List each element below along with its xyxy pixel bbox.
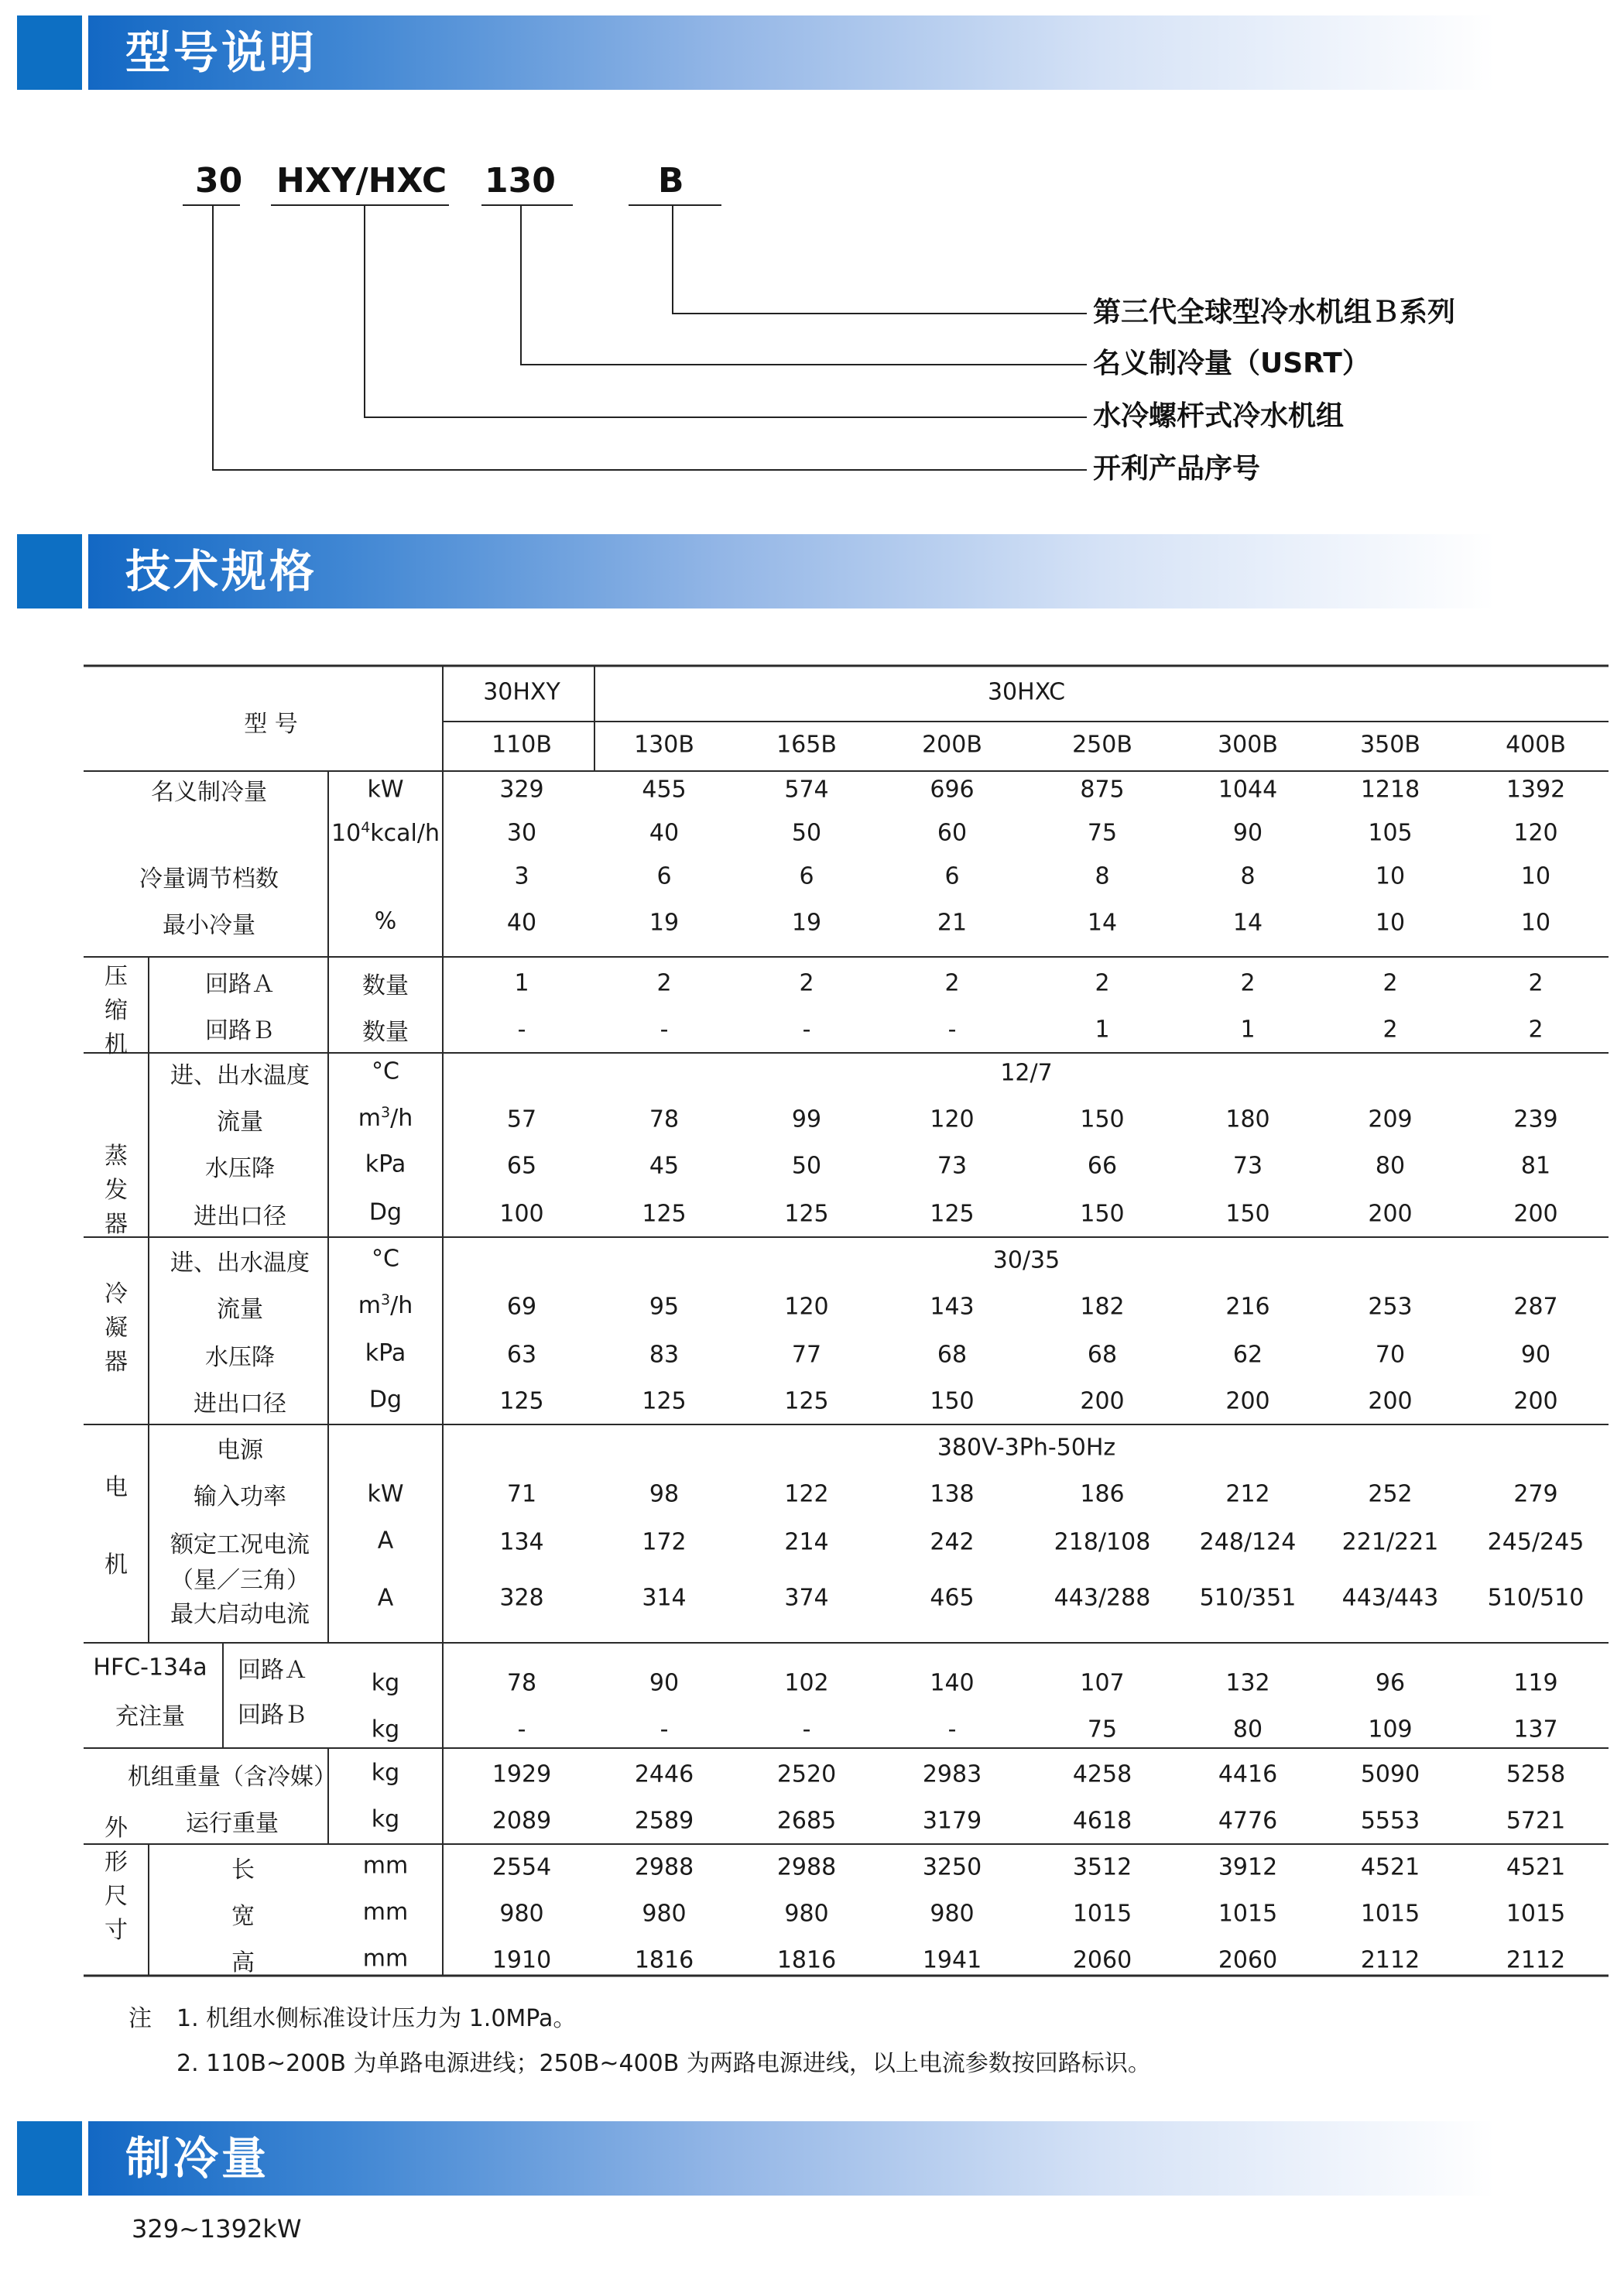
unit-qty: 数量 [362,1019,409,1046]
cell-min-cap: 10 [1520,909,1551,937]
cell-charge-a: 96 [1375,1669,1406,1697]
cell-compressor-b: - [947,1016,957,1044]
cell-evap-drop: 45 [649,1152,680,1180]
cell-evap-flow: 209 [1368,1106,1413,1133]
cell-rated-current: 172 [642,1528,687,1556]
spec-table [84,664,1609,1976]
cell-compressor-a: 2 [799,969,814,997]
cell-nominal-kw: 1392 [1506,776,1566,804]
cell-model: 200B [922,731,982,759]
cell-nominal-kcal: 105 [1368,819,1413,847]
cell-cond-flow: 216 [1225,1293,1270,1321]
unit-amp: A [377,1527,394,1555]
cell-input-power: 98 [649,1480,680,1508]
leader-line [672,313,1087,314]
cell-input-power: 252 [1368,1480,1413,1508]
banner-gradient [88,2121,1496,2196]
cell-steps: 8 [1240,862,1256,890]
cell-compressor-b: - [802,1016,811,1044]
cell-cond-drop: 70 [1375,1341,1406,1369]
row-label-power: 电源 [217,1437,263,1464]
row-label-circuit-a: 回路Ａ [238,1657,307,1684]
power-value: 380V-3Ph-50Hz [937,1434,1116,1462]
cell-min-cap: 19 [791,909,822,937]
cell-length: 3512 [1072,1853,1132,1881]
unit-kw: kW [367,1480,404,1508]
cell-width: 1015 [1506,1900,1566,1928]
note-2: 2. 110B~200B 为单路电源进线；250B~400B 为两路电源进线，以上电流参数按回路标识。 [176,2050,1151,2077]
cell-height: 2112 [1360,1946,1420,1974]
cell-length: 2554 [492,1853,552,1881]
code-desc-generation: 第三代全球型冷水机组Ｂ系列 [1093,297,1456,328]
cell-rated-current: 218/108 [1054,1528,1151,1556]
capacity-range: 329~1392kW [132,2214,302,2244]
cell-start-current: 443/288 [1054,1584,1151,1612]
group-label-condenser: 冷 凝 器 [104,1280,128,1376]
unit-qty: 数量 [362,972,409,999]
cell-steps: 6 [799,862,814,890]
cell-unit-weight: 4258 [1072,1760,1132,1788]
cell-cond-drop: 68 [937,1341,968,1369]
cell-compressor-a: 2 [1095,969,1110,997]
leader-line [212,204,214,471]
leader-line [364,204,365,418]
cell-input-power: 138 [930,1480,975,1508]
cell-cond-flow: 182 [1080,1293,1125,1321]
cell-evap-pipe: 125 [930,1200,975,1228]
code-part-type: HXY/HXC [276,161,447,201]
cell-charge-a: 78 [506,1669,537,1697]
cell-start-current: 328 [499,1584,544,1612]
cell-cond-pipe: 200 [1368,1387,1413,1415]
row-label-length: 长 [231,1856,255,1884]
cell-cond-flow: 287 [1513,1293,1558,1321]
section-title-model: 型号说明 [125,26,318,79]
cell-rated-current: 242 [930,1528,975,1556]
cell-cond-drop: 77 [791,1341,822,1369]
cell-charge-a: 107 [1080,1669,1125,1697]
cell-oper-weight: 2685 [776,1807,837,1835]
leader-line [520,204,522,365]
cell-evap-pipe: 125 [784,1200,829,1228]
leader-line [520,364,1087,365]
cell-rated-current: 245/245 [1487,1528,1585,1556]
banner-block [17,15,82,90]
cell-cond-flow: 143 [930,1293,975,1321]
cell-steps: 3 [514,862,529,890]
header-model: 型 号 [244,711,298,738]
row-label-cond-flow: 流量 [217,1296,263,1323]
cell-model: 350B [1360,731,1420,759]
cell-min-cap: 10 [1375,909,1406,937]
code-part-generation: B [658,161,684,201]
unit-celsius: °C [372,1058,399,1085]
row-label-width: 宽 [231,1903,255,1930]
cell-nominal-kcal: 120 [1513,819,1558,847]
cell-width: 1015 [1360,1900,1420,1928]
row-label-refrigerant: HFC-134a [93,1654,207,1682]
unit-kg: kg [371,1805,400,1833]
cell-model: 250B [1072,731,1132,759]
cell-evap-drop: 65 [506,1152,537,1180]
row-label-unit-weight: 机组重量（含冷媒） [128,1764,337,1791]
cell-evap-pipe: 150 [1225,1200,1270,1228]
cell-rated-current: 214 [784,1528,829,1556]
cell-width: 1015 [1072,1900,1132,1928]
cell-width: 980 [642,1900,687,1928]
code-underline [481,204,573,206]
row-label-evap-drop: 水压降 [205,1155,275,1182]
cell-length: 4521 [1360,1853,1420,1881]
cell-height: 2060 [1218,1946,1278,1974]
cell-start-current: 465 [930,1584,975,1612]
cell-evap-drop: 50 [791,1152,822,1180]
row-label-min-cap: 最小冷量 [163,912,255,939]
cell-nominal-kcal: 60 [937,819,968,847]
cell-steps: 8 [1095,862,1110,890]
cell-start-current: 510/351 [1199,1584,1297,1612]
cell-evap-flow: 150 [1080,1106,1125,1133]
unit-mm: mm [362,1852,409,1880]
cell-cond-pipe: 200 [1513,1387,1558,1415]
cell-model: 110B [492,731,552,759]
cell-width: 1015 [1218,1900,1278,1928]
code-part-capacity: 130 [485,161,556,201]
cell-height: 1816 [634,1946,694,1974]
cell-height: 2112 [1506,1946,1566,1974]
cell-cond-drop: 83 [649,1341,680,1369]
cell-compressor-b: 1 [1095,1016,1110,1044]
cell-nominal-kw: 329 [499,776,544,804]
notes-prefix: 注 [128,2005,152,2032]
cell-width: 980 [930,1900,975,1928]
unit-kg: kg [371,1759,400,1787]
cell-steps: 10 [1375,862,1406,890]
cell-model: 400B [1506,731,1566,759]
code-desc-capacity: 名义制冷量（USRT） [1093,348,1370,379]
row-label-oper-weight: 运行重量 [186,1810,279,1837]
cell-min-cap: 14 [1232,909,1263,937]
evap-temp-value: 12/7 [1000,1059,1053,1087]
cell-steps: 6 [944,862,960,890]
unit-mm: mm [362,1945,409,1973]
unit-kg: kg [371,1716,400,1743]
cell-evap-flow: 57 [506,1106,537,1133]
cell-charge-b: - [802,1716,811,1743]
cell-charge-b: 137 [1513,1716,1558,1743]
section-banner-spec [17,534,1496,608]
row-label-nominal: 名义制冷量 [151,779,267,806]
cell-input-power: 279 [1513,1480,1558,1508]
cell-evap-drop: 73 [937,1152,968,1180]
cell-compressor-a: 2 [1528,969,1543,997]
section-title-spec: 技术规格 [125,545,318,598]
unit-amp: A [377,1584,394,1612]
cell-charge-b: - [517,1716,526,1743]
cell-evap-pipe: 100 [499,1200,544,1228]
cell-input-power: 212 [1225,1480,1270,1508]
cell-charge-a: 102 [784,1669,829,1697]
cell-nominal-kw: 1044 [1218,776,1278,804]
cell-oper-weight: 5721 [1506,1807,1566,1835]
unit-kpa: kPa [365,1339,406,1367]
header-group-hxc: 30HXC [987,678,1066,706]
cell-compressor-a: 1 [514,969,529,997]
cell-rated-current: 221/221 [1341,1528,1439,1556]
code-underline [629,204,721,206]
cell-cond-flow: 69 [506,1293,537,1321]
cell-unit-weight: 2520 [776,1760,837,1788]
cell-charge-b: 109 [1368,1716,1413,1743]
row-label-evap-flow: 流量 [217,1109,263,1136]
cell-compressor-b: - [517,1016,526,1044]
row-label-steps: 冷量调节档数 [139,866,279,893]
leader-line [212,469,1087,471]
row-label-cond-drop: 水压降 [205,1344,275,1371]
cell-charge-b: 80 [1232,1716,1263,1743]
cell-rated-current: 134 [499,1528,544,1556]
cell-evap-pipe: 150 [1080,1200,1125,1228]
cell-cond-pipe: 150 [930,1387,975,1415]
cell-cond-pipe: 200 [1080,1387,1125,1415]
header-group-hxy: 30HXY [483,678,560,706]
cell-model: 130B [634,731,694,759]
cond-temp-value: 30/35 [992,1246,1060,1274]
leader-line [672,204,673,314]
cell-charge-a: 119 [1513,1669,1558,1697]
cell-length: 2988 [776,1853,837,1881]
row-label-rated-current: 额定工况电流 [170,1531,310,1558]
row-label-evap-pipe: 进出口径 [194,1203,286,1230]
cell-compressor-b: 2 [1382,1016,1398,1044]
cell-cond-flow: 95 [649,1293,680,1321]
cell-model: 165B [776,731,837,759]
cell-charge-a: 90 [649,1669,680,1697]
cell-min-cap: 14 [1087,909,1118,937]
unit-flow: $m^3/h$ [358,1291,413,1319]
cell-length: 2988 [634,1853,694,1881]
cell-charge-b: 75 [1087,1716,1118,1743]
unit-kcal: $10^4kcal/h$ [331,819,440,847]
cell-nominal-kw: 1218 [1360,776,1420,804]
cell-evap-flow: 120 [930,1106,975,1133]
cell-nominal-kw: 875 [1080,776,1125,804]
cell-oper-weight: 5553 [1360,1807,1420,1835]
cell-min-cap: 21 [937,909,968,937]
cell-input-power: 122 [784,1480,829,1508]
code-underline [183,204,240,206]
group-label-dimensions: 外 形 尺 寸 [104,1815,128,1944]
unit-flow: $m^3/h$ [358,1104,413,1132]
cell-evap-drop: 73 [1232,1152,1263,1180]
cell-charge-a: 140 [930,1669,975,1697]
cell-steps: 10 [1520,862,1551,890]
row-label-cond-temp: 进、出水温度 [170,1250,310,1277]
cell-input-power: 186 [1080,1480,1125,1508]
cell-unit-weight: 2446 [634,1760,694,1788]
cell-cond-pipe: 200 [1225,1387,1270,1415]
cell-compressor-a: 2 [1240,969,1256,997]
cell-compressor-a: 2 [944,969,960,997]
cell-oper-weight: 2089 [492,1807,552,1835]
unit-percent: % [374,907,397,935]
cell-unit-weight: 5258 [1506,1760,1566,1788]
code-desc-series: 开利产品序号 [1093,453,1261,485]
cell-cond-pipe: 125 [499,1387,544,1415]
cell-nominal-kcal: 40 [649,819,680,847]
unit-kw: kW [367,776,404,804]
cell-width: 980 [499,1900,544,1928]
row-label-input-power: 输入功率 [194,1483,286,1510]
row-label-charge: 充注量 [115,1703,185,1730]
banner-block [17,2121,82,2196]
cell-oper-weight: 4618 [1072,1807,1132,1835]
cell-height: 1941 [922,1946,982,1974]
cell-compressor-b: 2 [1528,1016,1543,1044]
cell-cond-flow: 120 [784,1293,829,1321]
cell-cond-pipe: 125 [642,1387,687,1415]
cell-input-power: 71 [506,1480,537,1508]
cell-cond-drop: 90 [1520,1341,1551,1369]
cell-rated-current: 248/124 [1199,1528,1297,1556]
cell-unit-weight: 5090 [1360,1760,1420,1788]
cell-evap-flow: 239 [1513,1106,1558,1133]
cell-oper-weight: 3179 [922,1807,982,1835]
cell-nominal-kcal: 90 [1232,819,1263,847]
cell-length: 3912 [1218,1853,1278,1881]
cell-nominal-kcal: 30 [506,819,537,847]
cell-unit-weight: 1929 [492,1760,552,1788]
row-label-circuit-b: 回路Ｂ [205,1017,275,1044]
cell-nominal-kcal: 75 [1087,819,1118,847]
cell-compressor-a: 2 [656,969,672,997]
section-banner-model [17,15,1496,90]
cell-compressor-b: 1 [1240,1016,1256,1044]
cell-start-current: 443/443 [1341,1584,1439,1612]
row-label-circuit-a: 回路Ａ [205,971,275,998]
cell-evap-pipe: 125 [642,1200,687,1228]
unit-mm: mm [362,1898,409,1926]
section-title-capacity: 制冷量 [125,2132,270,2185]
group-label-compressor: 压 缩 机 [104,963,128,1058]
cell-oper-weight: 4776 [1218,1807,1278,1835]
unit-kpa: kPa [365,1150,406,1178]
code-underline [271,204,449,206]
cell-evap-flow: 99 [791,1106,822,1133]
unit-dg: Dg [368,1198,403,1226]
cell-compressor-b: - [660,1016,669,1044]
unit-kg: kg [371,1669,400,1697]
cell-oper-weight: 2589 [634,1807,694,1835]
unit-dg: Dg [368,1386,403,1414]
cell-steps: 6 [656,862,672,890]
section-banner-capacity [17,2121,1496,2196]
cell-cond-drop: 68 [1087,1341,1118,1369]
cell-charge-b: - [660,1716,669,1743]
cell-evap-drop: 81 [1520,1152,1551,1180]
code-desc-type: 水冷螺杆式冷水机组 [1093,400,1345,432]
cell-start-current: 314 [642,1584,687,1612]
cell-unit-weight: 4416 [1218,1760,1278,1788]
cell-cond-drop: 63 [506,1341,537,1369]
cell-compressor-a: 2 [1382,969,1398,997]
cell-evap-pipe: 200 [1513,1200,1558,1228]
unit-celsius: °C [372,1245,399,1273]
note-1: 1. 机组水侧标准设计压力为 1.0MPa。 [176,2005,577,2032]
cell-min-cap: 19 [649,909,680,937]
row-label-cond-pipe: 进出口径 [194,1390,286,1418]
cell-cond-flow: 253 [1368,1293,1413,1321]
cell-nominal-kw: 574 [784,776,829,804]
cell-length: 3250 [922,1853,982,1881]
cell-charge-a: 132 [1225,1669,1270,1697]
cell-length: 4521 [1506,1853,1566,1881]
cell-evap-flow: 78 [649,1106,680,1133]
cell-width: 980 [784,1900,829,1928]
cell-evap-pipe: 200 [1368,1200,1413,1228]
cell-start-current: 374 [784,1584,829,1612]
cell-evap-flow: 180 [1225,1106,1270,1133]
cell-height: 2060 [1072,1946,1132,1974]
cell-height: 1816 [776,1946,837,1974]
row-label-start-current: （星／三角） 最大启动电流 [170,1567,310,1628]
cell-start-current: 510/510 [1487,1584,1585,1612]
group-label-evaporator: 蒸 发 器 [104,1143,128,1238]
leader-line [364,417,1087,418]
cell-charge-b: - [947,1716,957,1743]
row-label-evap-temp: 进、出水温度 [170,1062,310,1089]
cell-cond-drop: 62 [1232,1341,1263,1369]
cell-cond-pipe: 125 [784,1387,829,1415]
row-label-height: 高 [231,1949,255,1976]
cell-nominal-kw: 696 [930,776,975,804]
cell-model: 300B [1218,731,1278,759]
cell-evap-drop: 80 [1375,1152,1406,1180]
cell-nominal-kcal: 50 [791,819,822,847]
cell-unit-weight: 2983 [922,1760,982,1788]
cell-min-cap: 40 [506,909,537,937]
group-label-motor: 电 机 [104,1474,128,1579]
row-label-circuit-b: 回路Ｂ [238,1702,307,1729]
cell-nominal-kw: 455 [642,776,687,804]
cell-height: 1910 [492,1946,552,1974]
code-part-series: 30 [195,161,243,201]
cell-evap-drop: 66 [1087,1152,1118,1180]
banner-block [17,534,82,608]
